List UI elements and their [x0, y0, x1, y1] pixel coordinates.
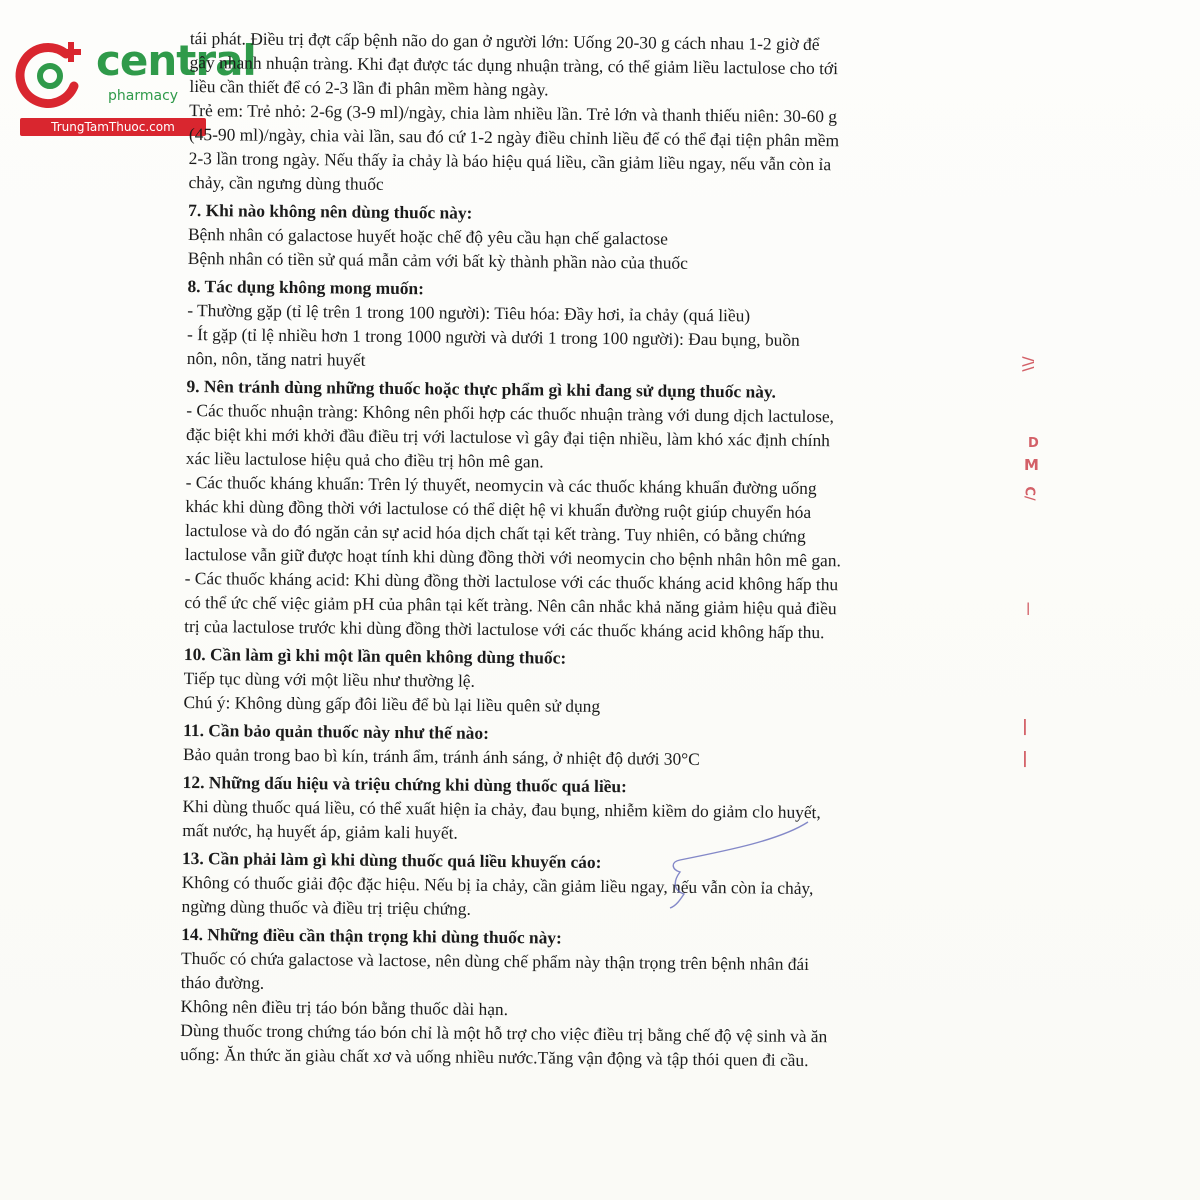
text-line: mất nước, hạ huyết áp, giảm kali huyết.: [182, 819, 458, 843]
text-line: lactulose và do đó ngăn cản sự acid hóa dịch chất tại kết tràng. Tuy nhiên, có bằng chứng: [185, 519, 806, 546]
stamp-mark: M: [1024, 456, 1039, 474]
section-7: [188, 198, 949, 277]
stamp-mark: /\\: [1019, 356, 1036, 372]
logo-url-badge: TrungTamThuoc.com: [20, 118, 206, 136]
text-line: Không có thuốc giải độc đặc hiệu. Nếu bị ỉa chảy, cần giảm liều ngay, nếu vẫn còn ỉa chảy,: [181, 871, 814, 899]
text-line: (45-90 ml)/ngày, chia vài lần, sau đó cứ 1-2 ngày điều chỉnh liều để có thể đại tiện phân mềm: [188, 123, 840, 151]
text-line: 2-3 lần trong ngày. Nếu thấy ỉa chảy là báo hiệu quá liều, cần giảm liều ngay, nếu vẫn còn ỉa: [188, 147, 832, 175]
text-line: uống: Ăn thức ăn giàu chất xơ và uống nhiều nước.Tăng vận động và tập thói quen đi cầu.: [180, 1043, 809, 1070]
section-10: [183, 642, 944, 721]
text-line: tháo đường.: [180, 971, 265, 993]
central-pharmacy-logo[interactable]: [10, 36, 256, 136]
text-line: - Các thuốc kháng khuẩn: Trên lý thuyết, neomycin và các thuốc kháng khuẩn đường uống: [185, 471, 817, 499]
text-line: khác khi dùng đồng thời với lactulose có thể diệt hệ vi khuẩn đường ruột giúp chuyển hóa: [185, 495, 812, 522]
logo-sub-text: pharmacy: [108, 88, 179, 104]
text-line: có thể ức chế việc giảm pH của phân tại kết tràng. Nên cân nhắc khả năng giảm hiệu quả điều: [184, 591, 837, 619]
section-14: [180, 922, 941, 1073]
text-line: chảy, cần ngưng dùng thuốc: [188, 171, 384, 194]
pen-signature-stroke: [660, 820, 810, 910]
text-line: ngừng dùng thuốc và điều trị triệu chứng.: [181, 895, 471, 919]
text-line: trị của lactulose trước khi dùng đồng thời lactulose với các thuốc kháng acid không hấp thu.: [184, 615, 825, 643]
pharmacy-c-cross-icon: [14, 36, 90, 112]
stamp-mark: D: [1028, 436, 1039, 451]
text-line: Thuốc có chứa galactose và lactose, nên dùng chế phẩm này thận trọng trên bệnh nhân đái: [180, 947, 810, 974]
text-line: - Thường gặp (tỉ lệ trên 1 trong 100 người): Tiêu hóa: Đầy hơi, ỉa chảy (quá liều): [187, 299, 751, 326]
text-line: liều cần thiết để có 2-3 lần đi phân mềm hàng ngày.: [189, 75, 549, 100]
text-line: Trẻ em: Trẻ nhỏ: 2-6g (3-9 ml)/ngày, chia làm nhiều lần. Trẻ lớn và thanh thiếu niên: 30-60 g: [189, 99, 838, 127]
text-line: Dùng thuốc trong chứng táo bón chỉ là một hỗ trợ cho việc điều trị bằng chế độ vệ sinh và ăn: [180, 1019, 828, 1047]
section-11: [183, 718, 943, 773]
text-line: - Ít gặp (tỉ lệ nhiều hơn 1 trong 1000 người và dưới 1 trong 100 người): Đau bụng, buồn: [186, 323, 800, 350]
text-line: Bảo quản trong bao bì kín, tránh ẩm, tránh ánh sáng, ở nhiệt độ dưới 30°C: [182, 743, 700, 769]
stamp-mark: |: [1026, 601, 1031, 615]
text-line: lactulose vẫn giữ được hoạt tính khi dùng đồng thời với neomycin cho bệnh nhân hôn mê gan.: [184, 543, 841, 571]
text-line: Chú ý: Không dùng gấp đôi liều để bù lại liều quên sử dụng: [183, 691, 601, 716]
section-9: [184, 374, 946, 645]
section-title: 7. Khi nào không nên dùng thuốc này:: [188, 199, 473, 223]
text-line: Bệnh nhân có tiền sử quá mẫn cảm với bất kỳ thành phần nào của thuốc: [187, 247, 688, 273]
section-8: [187, 274, 948, 377]
stamp-mark: C/: [1021, 486, 1037, 501]
text-line: - Các thuốc nhuận tràng: Không nên phối hợp các thuốc nhuận tràng với dung dịch lactulose,: [186, 399, 835, 427]
logo-brand-text: central: [96, 36, 256, 85]
stamp-mark: |: [1022, 716, 1028, 735]
section-title: 9. Nên tránh dùng những thuốc hoặc thực phẩm gì khi đang sử dụng thuốc này.: [186, 375, 777, 402]
text-line: nôn, nôn, tăng natri huyết: [186, 347, 366, 370]
text-line: đặc biệt khi mới khởi đầu điều trị với lactulose vì gây đại tiện nhiều, làm khó xác định chính: [185, 423, 831, 451]
intro-paragraph: [188, 26, 950, 201]
text-line: Tiếp tục dùng với một liều như thường lệ.: [183, 667, 476, 691]
red-stamp-fragment: [1012, 356, 1052, 776]
text-line: - Các thuốc kháng acid: Khi dùng đồng thời lactulose với các thuốc kháng acid không hấp thu: [184, 567, 839, 595]
text-line: Khi dùng thuốc quá liều, có thể xuất hiện ỉa chảy, đau bụng, nhiễm kiềm do giảm clo huyết,: [182, 795, 821, 823]
section-title: 14. Những điều cần thận trọng khi dùng thuốc này:: [181, 923, 562, 948]
section-13: [181, 846, 942, 925]
text-line: Bệnh nhân có galactose huyết hoặc chế độ yêu cầu hạn chế galactose: [187, 223, 669, 249]
section-12: [182, 770, 943, 849]
section-title: 8. Tác dụng không mong muốn:: [187, 275, 425, 299]
section-title: 12. Những dấu hiệu và triệu chứng khi dùng thuốc quá liều:: [182, 771, 627, 797]
section-title: 10. Cần làm gì khi một lần quên không dùng thuốc:: [183, 643, 567, 668]
text-line: Không nên điều trị táo bón bằng thuốc dài hạn.: [180, 995, 509, 1020]
section-title: 13. Cần phải làm gì khi dùng thuốc quá liều khuyến cáo:: [181, 847, 602, 872]
text-line: xác liều lactulose hiệu quả cho điều trị hôn mê gan.: [185, 447, 544, 472]
text-line: tái phát. Điều trị đợt cấp bệnh não do gan ở người lớn: Uống 20-30 g cách nhau 1-2 giờ để: [189, 27, 820, 55]
leaflet-text: [180, 26, 950, 1073]
section-title: 11. Cần bảo quản thuốc này như thế nào:: [183, 719, 490, 743]
stamp-mark: |: [1022, 748, 1028, 767]
text-line: gây nhanh nhuận tràng. Khi đạt được tác dụng nhuận tràng, có thể giảm liều lactulose cho tới: [189, 51, 839, 79]
